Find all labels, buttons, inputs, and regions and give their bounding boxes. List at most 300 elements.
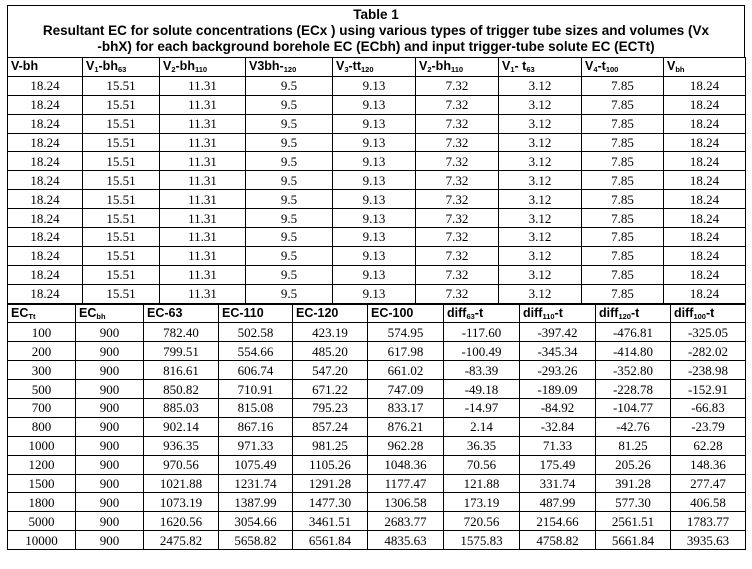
table-container bbox=[7, 5, 745, 550]
column-header bbox=[444, 304, 520, 323]
table-cell: 15.51 bbox=[83, 190, 160, 209]
caption-line-2: -bhX) for each background borehole EC (ECbh) and input trigger-tube solute EC (ECTt) bbox=[97, 39, 655, 54]
table-cell: 7.85 bbox=[582, 209, 664, 228]
table-cell: 1500 bbox=[8, 474, 76, 493]
table-cell: 18.24 bbox=[664, 152, 746, 171]
table-cell: 7.85 bbox=[582, 133, 664, 152]
table-cell: 7.32 bbox=[416, 284, 499, 303]
table-cell: 3.12 bbox=[499, 152, 582, 171]
table-cell: 7.32 bbox=[416, 246, 499, 265]
table-row bbox=[8, 342, 746, 361]
header-text: V bbox=[502, 59, 511, 74]
header-subscript: 2 bbox=[427, 65, 432, 75]
table-cell: 9.13 bbox=[333, 171, 416, 190]
table-cell: 7.85 bbox=[582, 190, 664, 209]
table-cell: -32.84 bbox=[520, 417, 596, 436]
header-subscript: 110 bbox=[450, 65, 464, 75]
header-subscript: 4 bbox=[593, 65, 598, 75]
column-header bbox=[144, 304, 219, 323]
column-header bbox=[664, 58, 746, 77]
table-cell: 3.12 bbox=[499, 171, 582, 190]
table-cell: 18.24 bbox=[664, 246, 746, 265]
table-row bbox=[8, 417, 746, 436]
table-cell: 406.58 bbox=[671, 493, 746, 512]
table-cell: 900 bbox=[76, 361, 144, 380]
table-cell: -414.80 bbox=[596, 342, 671, 361]
table-cell: 9.13 bbox=[333, 95, 416, 114]
table-cell: 18.24 bbox=[8, 246, 83, 265]
table-cell: 816.61 bbox=[144, 361, 219, 380]
table-cell: 11.31 bbox=[160, 133, 246, 152]
table-cell: 11.31 bbox=[160, 171, 246, 190]
header-subscript: 63 bbox=[117, 65, 127, 75]
header-text: V bbox=[163, 59, 172, 74]
table-cell: 18.24 bbox=[664, 190, 746, 209]
header-subscript: 110 bbox=[194, 65, 208, 75]
table-cell: 18.24 bbox=[8, 76, 83, 95]
column-header bbox=[499, 58, 582, 77]
table-cell: 4835.63 bbox=[368, 531, 444, 550]
table-cell: 18.24 bbox=[8, 171, 83, 190]
table-cell: 3.12 bbox=[499, 133, 582, 152]
table-cell: 782.40 bbox=[144, 323, 219, 342]
table-cell: -352.80 bbox=[596, 361, 671, 380]
table-cell: 747.09 bbox=[368, 380, 444, 399]
table-cell: 7.32 bbox=[416, 171, 499, 190]
table-cell: 3054.66 bbox=[219, 512, 293, 531]
table-cell: 700 bbox=[8, 399, 76, 418]
column-header bbox=[76, 304, 144, 323]
header-text: -t bbox=[630, 306, 640, 321]
table-row bbox=[8, 190, 746, 209]
table-cell: 1800 bbox=[8, 493, 76, 512]
table-cell: 6561.84 bbox=[293, 531, 368, 550]
table-cell: 815.08 bbox=[219, 399, 293, 418]
table-cell: 10000 bbox=[8, 531, 76, 550]
table-cell: 9.5 bbox=[246, 246, 333, 265]
table-cell: 3.12 bbox=[499, 76, 582, 95]
table-cell: -345.34 bbox=[520, 342, 596, 361]
table-cell: 391.28 bbox=[596, 474, 671, 493]
header-subscript: 1 bbox=[510, 65, 515, 75]
header-text: V bbox=[585, 59, 594, 74]
table-cell: 3.12 bbox=[499, 209, 582, 228]
table-cell: 200 bbox=[8, 342, 76, 361]
table-cell: 1477.30 bbox=[293, 493, 368, 512]
header-subscript: Tt bbox=[28, 312, 36, 322]
table-cell: 547.20 bbox=[293, 361, 368, 380]
table-cell: 9.13 bbox=[333, 133, 416, 152]
table-cell: -238.98 bbox=[671, 361, 746, 380]
table-cell: 1783.77 bbox=[671, 512, 746, 531]
table-cell: 900 bbox=[76, 474, 144, 493]
table-cell: -49.18 bbox=[444, 380, 520, 399]
table-row bbox=[8, 228, 746, 247]
table-cell: 7.85 bbox=[582, 152, 664, 171]
table-cell: 7.32 bbox=[416, 76, 499, 95]
table-cell: 1620.56 bbox=[144, 512, 219, 531]
table-cell: 11.31 bbox=[160, 76, 246, 95]
table-cell: -100.49 bbox=[444, 342, 520, 361]
table-cell: 15.51 bbox=[83, 95, 160, 114]
table-cell: 617.98 bbox=[368, 342, 444, 361]
table-cell: 7.85 bbox=[582, 228, 664, 247]
table-cell: 18.24 bbox=[8, 95, 83, 114]
table-cell: 970.56 bbox=[144, 455, 219, 474]
table-row bbox=[8, 209, 746, 228]
header-subscript: 120 bbox=[361, 65, 374, 75]
header-text: V bbox=[667, 59, 676, 74]
header-text: -t bbox=[705, 306, 715, 321]
header-subscript: bh bbox=[96, 312, 106, 322]
table-row bbox=[8, 323, 746, 342]
table-caption bbox=[7, 5, 745, 57]
table-cell: 205.26 bbox=[596, 455, 671, 474]
column-header bbox=[671, 304, 746, 323]
table-cell: 11.31 bbox=[160, 246, 246, 265]
table-cell: 554.66 bbox=[219, 342, 293, 361]
header-text: -bh bbox=[98, 59, 118, 74]
table-cell: 18.24 bbox=[664, 76, 746, 95]
header-subscript: 63 bbox=[466, 312, 475, 322]
table-cell: -23.79 bbox=[671, 417, 746, 436]
table-cell: 9.13 bbox=[333, 228, 416, 247]
table-cell: 15.51 bbox=[83, 152, 160, 171]
table-row bbox=[8, 152, 746, 171]
table-cell: 900 bbox=[76, 417, 144, 436]
table-row bbox=[8, 399, 746, 418]
table-cell: 70.56 bbox=[444, 455, 520, 474]
table-cell: 18.24 bbox=[8, 209, 83, 228]
table-row bbox=[8, 361, 746, 380]
table-cell: 15.51 bbox=[83, 171, 160, 190]
table-cell: 18.24 bbox=[8, 284, 83, 303]
table-row bbox=[8, 531, 746, 550]
table-cell: -66.83 bbox=[671, 399, 746, 418]
table-cell: 1575.83 bbox=[444, 531, 520, 550]
table-cell: 661.02 bbox=[368, 361, 444, 380]
table-cell: 9.13 bbox=[333, 190, 416, 209]
table-cell: 799.51 bbox=[144, 342, 219, 361]
table-cell: 9.13 bbox=[333, 265, 416, 284]
table-cell: 795.23 bbox=[293, 399, 368, 418]
table-cell: 18.24 bbox=[664, 95, 746, 114]
table-cell: 9.13 bbox=[333, 209, 416, 228]
column-header bbox=[368, 304, 444, 323]
table-cell: 2561.51 bbox=[596, 512, 671, 531]
header-text: EC-110 bbox=[222, 306, 264, 321]
table-cell: 1075.49 bbox=[219, 455, 293, 474]
table-cell: 9.13 bbox=[333, 284, 416, 303]
table-cell: 900 bbox=[76, 436, 144, 455]
table-row bbox=[8, 246, 746, 265]
table-cell: 11.31 bbox=[160, 265, 246, 284]
header-subscript: 120 bbox=[283, 65, 297, 75]
table-cell: 7.85 bbox=[582, 284, 664, 303]
table-cell: 331.74 bbox=[520, 474, 596, 493]
table-cell: 962.28 bbox=[368, 436, 444, 455]
header-row bbox=[8, 304, 746, 323]
table-cell: 18.24 bbox=[8, 152, 83, 171]
table-cell: -476.81 bbox=[596, 323, 671, 342]
table-cell: 18.24 bbox=[664, 114, 746, 133]
header-text: V bbox=[86, 59, 95, 74]
table-cell: 3.12 bbox=[499, 95, 582, 114]
column-header bbox=[416, 58, 499, 77]
table-cell: 173.19 bbox=[444, 493, 520, 512]
table-cell: 3461.51 bbox=[293, 512, 368, 531]
table-cell: 1231.74 bbox=[219, 474, 293, 493]
table-cell: -14.97 bbox=[444, 399, 520, 418]
table-cell: -84.92 bbox=[520, 399, 596, 418]
table-cell: 2.14 bbox=[444, 417, 520, 436]
table-row bbox=[8, 436, 746, 455]
header-subscript: 3 bbox=[344, 65, 349, 75]
table-cell: 18.24 bbox=[8, 190, 83, 209]
table-cell: 671.22 bbox=[293, 380, 368, 399]
header-text: diff bbox=[599, 306, 619, 321]
table-cell: 487.99 bbox=[520, 493, 596, 512]
header-subscript: 1 bbox=[94, 65, 99, 75]
table-cell: 9.5 bbox=[246, 133, 333, 152]
header-subscript: 100 bbox=[605, 65, 619, 75]
table-row bbox=[8, 95, 746, 114]
table-cell: 18.24 bbox=[8, 114, 83, 133]
table-cell: 3.12 bbox=[499, 114, 582, 133]
header-subscript: 63 bbox=[526, 65, 535, 75]
table-cell: 1048.36 bbox=[368, 455, 444, 474]
table-cell: 502.58 bbox=[219, 323, 293, 342]
table-cell: 7.32 bbox=[416, 209, 499, 228]
table-cell: -42.76 bbox=[596, 417, 671, 436]
header-text: -tt bbox=[348, 59, 362, 74]
table-cell: 936.35 bbox=[144, 436, 219, 455]
table-cell: 11.31 bbox=[160, 114, 246, 133]
table-cell: 9.5 bbox=[246, 228, 333, 247]
table-cell: 9.5 bbox=[246, 76, 333, 95]
table-cell: 3.12 bbox=[499, 228, 582, 247]
caption-line-1: Resultant EC for solute concentrations (ECx ) using various types of trigger tube sizes and volumes (Vx bbox=[42, 23, 710, 38]
table-cell: -117.60 bbox=[444, 323, 520, 342]
table-row bbox=[8, 76, 746, 95]
table-cell: 11.31 bbox=[160, 95, 246, 114]
table-cell: 15.51 bbox=[83, 246, 160, 265]
table-cell: 9.5 bbox=[246, 171, 333, 190]
table-cell: 1105.26 bbox=[293, 455, 368, 474]
header-row bbox=[8, 58, 746, 77]
table-cell: 900 bbox=[76, 380, 144, 399]
column-header bbox=[520, 304, 596, 323]
table-cell: 7.32 bbox=[416, 190, 499, 209]
header-subscript: 110 bbox=[542, 312, 555, 322]
table-cell: 2683.77 bbox=[368, 512, 444, 531]
table-cell: 800 bbox=[8, 417, 76, 436]
table-cell: 3.12 bbox=[499, 246, 582, 265]
table-cell: 11.31 bbox=[160, 152, 246, 171]
table-cell: 18.24 bbox=[664, 265, 746, 284]
table-cell: 5661.84 bbox=[596, 531, 671, 550]
table-cell: 9.5 bbox=[246, 95, 333, 114]
table-cell: 18.24 bbox=[8, 228, 83, 247]
header-text: - t bbox=[514, 59, 527, 74]
column-header bbox=[83, 58, 160, 77]
table-cell: 9.5 bbox=[246, 114, 333, 133]
table-cell: 11.31 bbox=[160, 209, 246, 228]
column-header bbox=[8, 304, 76, 323]
table-cell: 1000 bbox=[8, 436, 76, 455]
table-cell: 577.30 bbox=[596, 493, 671, 512]
column-header bbox=[8, 58, 83, 77]
table-cell: 9.13 bbox=[333, 76, 416, 95]
table-cell: 3.12 bbox=[499, 190, 582, 209]
table-cell: 485.20 bbox=[293, 342, 368, 361]
header-subscript: 2 bbox=[171, 65, 176, 75]
header-text: EC bbox=[11, 306, 29, 321]
table-cell: 876.21 bbox=[368, 417, 444, 436]
table-cell: -282.02 bbox=[671, 342, 746, 361]
header-text: V3bh- bbox=[249, 59, 284, 74]
table-cell: 900 bbox=[76, 531, 144, 550]
table-cell: 900 bbox=[76, 512, 144, 531]
header-text: -t bbox=[474, 306, 484, 321]
table-cell: 3.12 bbox=[499, 265, 582, 284]
table-cell: 9.13 bbox=[333, 114, 416, 133]
table-cell: 1306.58 bbox=[368, 493, 444, 512]
table-cell: 7.32 bbox=[416, 114, 499, 133]
table-cell: 7.85 bbox=[582, 265, 664, 284]
header-text: -bh bbox=[431, 59, 451, 74]
table-row bbox=[8, 455, 746, 474]
header-text: EC-63 bbox=[147, 306, 183, 321]
table-cell: 7.85 bbox=[582, 171, 664, 190]
table-cell: -152.91 bbox=[671, 380, 746, 399]
table-row bbox=[8, 512, 746, 531]
table-cell: 900 bbox=[76, 342, 144, 361]
table-cell: -228.78 bbox=[596, 380, 671, 399]
table-cell: 1291.28 bbox=[293, 474, 368, 493]
header-text: diff bbox=[523, 306, 543, 321]
table-cell: 574.95 bbox=[368, 323, 444, 342]
table-cell: -83.39 bbox=[444, 361, 520, 380]
table-cell: 500 bbox=[8, 380, 76, 399]
header-text: V-bh bbox=[11, 59, 39, 74]
table-cell: 71.33 bbox=[520, 436, 596, 455]
table-cell: 423.19 bbox=[293, 323, 368, 342]
table-cell: 18.24 bbox=[8, 133, 83, 152]
table-cell: 7.85 bbox=[582, 76, 664, 95]
table-cell: 18.24 bbox=[664, 209, 746, 228]
table-cell: 971.33 bbox=[219, 436, 293, 455]
volume-table bbox=[7, 57, 746, 304]
table-cell: 2475.82 bbox=[144, 531, 219, 550]
table-row bbox=[8, 474, 746, 493]
table-cell: 5000 bbox=[8, 512, 76, 531]
table-title: Table 1 bbox=[353, 7, 399, 22]
table-cell: -104.77 bbox=[596, 399, 671, 418]
table-cell: 900 bbox=[76, 455, 144, 474]
table-row bbox=[8, 133, 746, 152]
table-row bbox=[8, 114, 746, 133]
table-cell: 277.47 bbox=[671, 474, 746, 493]
header-text: V bbox=[419, 59, 428, 74]
table-cell: 18.24 bbox=[664, 133, 746, 152]
table-cell: 15.51 bbox=[83, 228, 160, 247]
table-cell: 9.13 bbox=[333, 246, 416, 265]
table-cell: 900 bbox=[76, 493, 144, 512]
table-cell: -325.05 bbox=[671, 323, 746, 342]
header-text: -bh bbox=[175, 59, 195, 74]
table-cell: 981.25 bbox=[293, 436, 368, 455]
column-header bbox=[246, 58, 333, 77]
column-header bbox=[219, 304, 293, 323]
table-cell: 18.24 bbox=[8, 265, 83, 284]
table-cell: 7.32 bbox=[416, 265, 499, 284]
table-cell: 5658.82 bbox=[219, 531, 293, 550]
table-cell: 81.25 bbox=[596, 436, 671, 455]
table-cell: 7.85 bbox=[582, 114, 664, 133]
table-cell: 1200 bbox=[8, 455, 76, 474]
header-text: EC-120 bbox=[296, 306, 339, 321]
table-cell: 7.85 bbox=[582, 95, 664, 114]
table-row bbox=[8, 380, 746, 399]
column-header bbox=[596, 304, 671, 323]
table-cell: 100 bbox=[8, 323, 76, 342]
table-cell: 900 bbox=[76, 323, 144, 342]
table-cell: 9.5 bbox=[246, 284, 333, 303]
table-cell: 15.51 bbox=[83, 76, 160, 95]
table-cell: 2154.66 bbox=[520, 512, 596, 531]
table-cell: 3935.63 bbox=[671, 531, 746, 550]
table-cell: 7.32 bbox=[416, 133, 499, 152]
table-cell: 15.51 bbox=[83, 114, 160, 133]
table-cell: 885.03 bbox=[144, 399, 219, 418]
table-cell: 850.82 bbox=[144, 380, 219, 399]
table-cell: 62.28 bbox=[671, 436, 746, 455]
concentration-table bbox=[7, 304, 746, 551]
header-text: V bbox=[336, 59, 345, 74]
table-cell: 7.85 bbox=[582, 246, 664, 265]
header-subscript: 100 bbox=[693, 312, 706, 322]
header-text: -t bbox=[597, 59, 606, 74]
table-cell: 15.51 bbox=[83, 209, 160, 228]
column-header bbox=[293, 304, 368, 323]
table-cell: 175.49 bbox=[520, 455, 596, 474]
table-cell: -397.42 bbox=[520, 323, 596, 342]
table-cell: 18.24 bbox=[664, 284, 746, 303]
table-cell: 606.74 bbox=[219, 361, 293, 380]
table-cell: 9.5 bbox=[246, 152, 333, 171]
table-cell: 9.5 bbox=[246, 190, 333, 209]
table-cell: 15.51 bbox=[83, 284, 160, 303]
table-cell: 902.14 bbox=[144, 417, 219, 436]
table-cell: 833.17 bbox=[368, 399, 444, 418]
table-cell: 857.24 bbox=[293, 417, 368, 436]
table-row bbox=[8, 265, 746, 284]
header-text: diff bbox=[447, 306, 467, 321]
table-cell: 300 bbox=[8, 361, 76, 380]
table-cell: 9.5 bbox=[246, 209, 333, 228]
table-cell: 867.16 bbox=[219, 417, 293, 436]
header-subscript: bh bbox=[675, 65, 685, 75]
table-cell: 15.51 bbox=[83, 265, 160, 284]
table-cell: 148.36 bbox=[671, 455, 746, 474]
table-cell: 4758.82 bbox=[520, 531, 596, 550]
table-cell: 15.51 bbox=[83, 133, 160, 152]
header-text: diff bbox=[674, 306, 694, 321]
header-subscript: 120 bbox=[618, 312, 631, 322]
table-cell: 18.24 bbox=[664, 171, 746, 190]
table-cell: 1021.88 bbox=[144, 474, 219, 493]
